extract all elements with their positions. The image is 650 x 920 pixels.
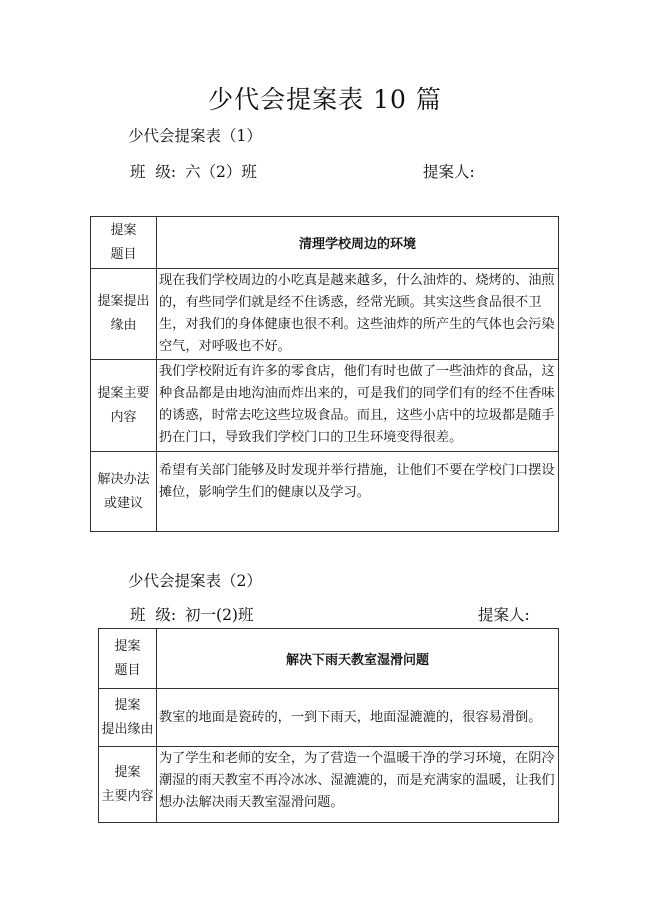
form-2-heading: 少代会提案表（2）: [128, 572, 262, 590]
row-label: 解决办法 或建议: [91, 452, 157, 532]
row-label: 提案提出 缘由: [91, 269, 157, 360]
proposal-topic: 清理学校周边的环境: [157, 217, 559, 269]
form-2-proposer-label: 提案人:: [478, 606, 530, 624]
table-row: [99, 747, 559, 823]
row-content: 希望有关部门能够及时发现并举行措施，让他们不要在学校门口摆设摊位，影响学生们的健康以及学习。: [157, 452, 559, 532]
row-label: 提案 题目: [91, 217, 157, 269]
table-row: [99, 629, 559, 689]
form-1-proposer-label: 提案人:: [423, 163, 475, 181]
table-row: [91, 360, 559, 452]
form-1-class-row: [130, 160, 257, 182]
row-content: 我们学校附近有许多的零食店，他们有时也做了一些油炸的食品，这种食品都是由地沟油而炸出来的，可是我们的同学们有的经不住香味的诱惑，时常去吃这些垃圾食品。而且，这些小店中的垃圾都是随手扔在门口，导致我们学校门口的卫生环境变得很差。: [157, 360, 559, 452]
class-label: 班 级:: [130, 163, 177, 181]
form-1-heading: 少代会提案表（1）: [128, 127, 262, 145]
form-2-table: [98, 628, 559, 823]
row-label: 提案主要 内容: [91, 360, 157, 452]
row-content: 为了学生和老师的安全，为了营造一个温暖干净的学习环境，在阴冷潮湿的雨天教室不再冷冰冰、湿漉漉的，而是充满家的温暖，让我们想办法解决雨天教室湿滑问题。: [157, 747, 559, 823]
proposal-topic: 解决下雨天教室湿滑问题: [157, 629, 559, 689]
class-label: 班 级:: [130, 606, 177, 624]
row-label: 提案 主要内容: [99, 747, 157, 823]
row-content: 现在我们学校周边的小吃真是越来越多，什么油炸的、烧烤的、油煎的，有些同学们就是经不住诱惑，经常光顾。其实这些食品很不卫生，对我们的身体健康也很不利。这些油炸的所产生的气体也会污染空气，对呼吸也不好。: [157, 269, 559, 360]
table-row: [99, 689, 559, 747]
form-2-class-row: [130, 603, 253, 625]
class-value: 初一(2)班: [185, 606, 254, 624]
document-title: 少代会提案表 10 篇: [208, 85, 442, 114]
table-row: [91, 269, 559, 360]
form-1-table: [90, 216, 559, 532]
row-label: 提案 题目: [99, 629, 157, 689]
class-value: 六（2）班: [185, 163, 257, 181]
row-content: 教室的地面是瓷砖的，一到下雨天，地面湿漉漉的，很容易滑倒。: [157, 689, 559, 747]
table-row: [91, 217, 559, 269]
table-row: [91, 452, 559, 532]
row-label: 提案 提出缘由: [99, 689, 157, 747]
